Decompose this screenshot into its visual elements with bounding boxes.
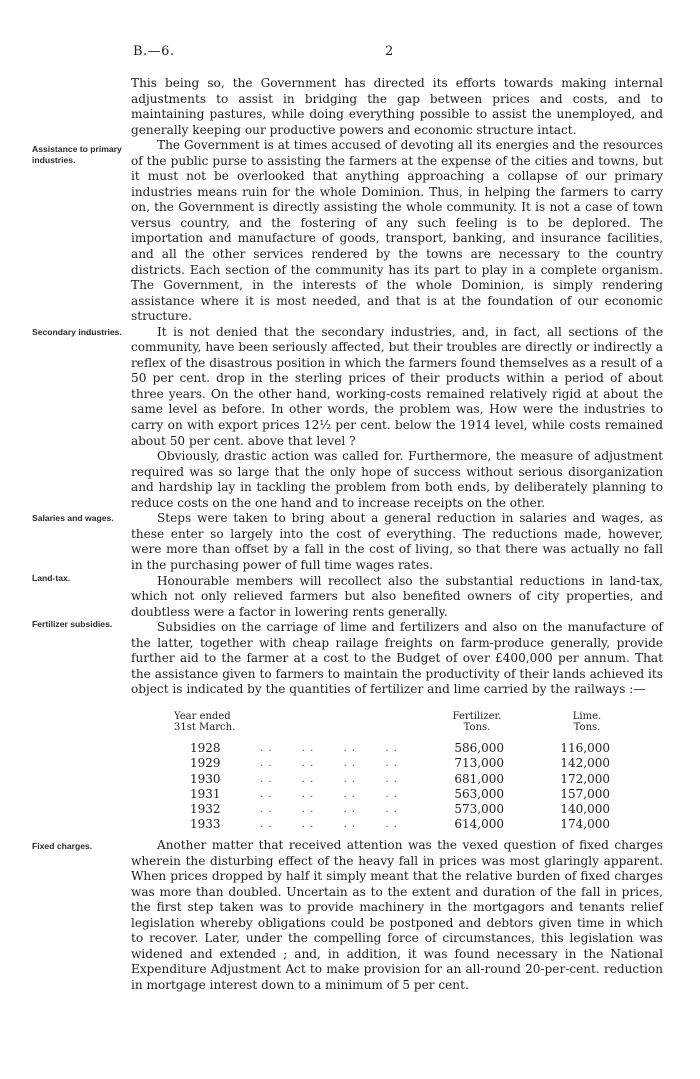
cell-lime: 174,000 <box>560 817 610 832</box>
margin-note-assistance: Assistance to primary industries. <box>32 144 122 165</box>
cell-lime: 157,000 <box>560 786 610 801</box>
paragraph-drastic-action: Obviously, drastic action was called for. Furthermore, the measure of adjustment required was so large that the only hope of success without serious disorganization and hardship lay in tackling the problem from both ends, by deliberately planning to reduce costs on the one hand and to increase receipts on the other. <box>131 449 663 510</box>
table-body <box>170 741 610 833</box>
leader-dots: . . . . . . . . <box>260 804 398 816</box>
cell-year: 1932 <box>190 802 221 817</box>
cell-year: 1928 <box>190 741 221 755</box>
header-fertilizer: Fertilizer. Tons. <box>452 711 502 733</box>
cell-year: 1931 <box>190 786 221 801</box>
paragraph-primary-industries: The Government is at times accused of devoting all its energies and the resources of the public purse to assisting the farmers at the expense of the cities and towns, but it must not be overlooked that anything approaching a collapse of our primary industries means ruin for the whole Dominion. Thus, in helping the farmers to carry on, the Government is directly assisting the whole community. It is not a case of town versus country, and the fostering of any such feeling is to be deplored. The importation and manufacture of goods, transport, banking, and insurance facilities, and all the other services rendered by the towns are necessary to the country districts. Each section of the community has its part to play in a complete organism. The Government, in the interests of the whole Dominion, is simply rendering assistance where it is most needed, and that is at the foundation of our economic structure. <box>131 138 663 324</box>
margin-note-fixed: Fixed charges. <box>32 841 93 851</box>
paragraph-adjustments: This being so, the Government has directed its efforts towards making internal adjustments to assist in bridging the gap between prices and costs, and to maintaining pastures, while doing everything possible to assist the unemployed, and generally keeping our productive powers and economic structure intact. <box>131 76 663 137</box>
cell-fertilizer: 713,000 <box>454 756 504 771</box>
document-reference: B.—6. <box>133 44 175 59</box>
page-header <box>133 44 663 66</box>
cell-fertilizer: 573,000 <box>454 802 504 817</box>
cell-fertilizer: 681,000 <box>454 771 504 786</box>
cell-lime: 172,000 <box>560 771 610 786</box>
cell-fertilizer: 586,000 <box>454 741 504 755</box>
header-year: Year ended 31st March. <box>174 711 236 733</box>
cell-year: 1929 <box>190 756 221 771</box>
cell-year: 1933 <box>190 817 221 832</box>
table-row <box>170 741 610 756</box>
table-row <box>170 817 610 832</box>
fertilizer-lime-table <box>170 711 610 833</box>
cell-lime: 140,000 <box>560 802 610 817</box>
margin-note-fertilizer: Fertilizer subsidies. <box>32 619 113 629</box>
margin-note-landtax: Land-tax. <box>32 573 71 583</box>
leader-dots: . . . . . . . . <box>260 819 398 831</box>
leader-dots: . . . . . . . . <box>260 758 398 770</box>
table-row <box>170 772 610 787</box>
paragraph-land-tax: Honourable members will recollect also the substantial reductions in land-tax, which not only relieved farmers but also benefited owners of city properties, and doubtless were a factor in lowering rents generally. <box>131 573 663 619</box>
leader-dots: . . . . . . . . <box>260 743 398 754</box>
table-row <box>170 787 610 802</box>
paragraph-fertilizer-subsidies: Subsidies on the carriage of lime and fertilizers and also on the manufacture of the latter, together with cheap railage freights on farm-produce generally, provide further aid to the farmer at a cost to the Budget of over £400,000 per annum. That the assistance given to farmers to maintain the productivity of their lands achieved its object is indicated by the quantities of fertilizer and lime carried by the railways :— <box>131 620 663 697</box>
leader-dots: . . . . . . . . <box>260 773 398 785</box>
text-block-upper <box>131 76 663 698</box>
cell-fertilizer: 614,000 <box>454 817 504 832</box>
table-row <box>170 802 610 817</box>
leader-dots: . . . . . . . . <box>260 788 398 800</box>
header-lime: Lime. Tons. <box>572 711 602 733</box>
page-number: 2 <box>385 44 394 59</box>
paragraph-secondary-industries: It is not denied that the secondary industries, and, in fact, all sections of the community, have been seriously affected, but their troubles are directly or indirectly a reflex of the disastrous position in which the farmers found themselves as a result of a 50 per cent. drop in the sterling prices of their products within a period of about three years. On the other hand, working-costs remained relatively rigid at about the same level as before. In other words, the problem was, How were the industries to carry on with export prices 12½ per cent. below the 1914 level, while costs remained about 50 per cent. above that level ? <box>131 324 663 448</box>
table-header <box>170 711 610 741</box>
table-row <box>170 756 610 771</box>
margin-note-secondary: Secondary industries. <box>32 327 122 337</box>
cell-lime: 116,000 <box>560 741 610 755</box>
cell-fertilizer: 563,000 <box>454 786 504 801</box>
paragraph-fixed-charges: Another matter that received attention was the vexed question of fixed charges wherein the disturbing effect of the heavy fall in prices was most glaringly apparent. When prices dropped by half it simply meant that the relative burden of fixed charges was more than doubled. Uncertain as to the extent and duration of the fall in prices, the first step taken was to provide machinery in the mortgagors and tenants relief legislation whereby obligations could be postponed and debtors given time in which to recover. Later, under the compelling force of circumstances, this legislation was widened and extended ; and, in addition, it was found necessary in the National Expenditure Adjustment Act to make provision for an all-round 20-per-cent. reduction in mortgage interest down to a minimum of 5 per cent. <box>131 838 663 992</box>
text-block-lower <box>131 838 663 993</box>
margin-note-salaries: Salaries and wages. <box>32 513 114 523</box>
cell-lime: 142,000 <box>560 756 610 771</box>
paragraph-salaries-wages: Steps were taken to bring about a general reduction in salaries and wages, as these enter so largely into the cost of everything. The reductions made, however, were more than offset by a fall in the cost of living, so that there was actually no fall in the purchasing power of full time wages rates. <box>131 511 663 572</box>
cell-year: 1930 <box>190 771 221 786</box>
